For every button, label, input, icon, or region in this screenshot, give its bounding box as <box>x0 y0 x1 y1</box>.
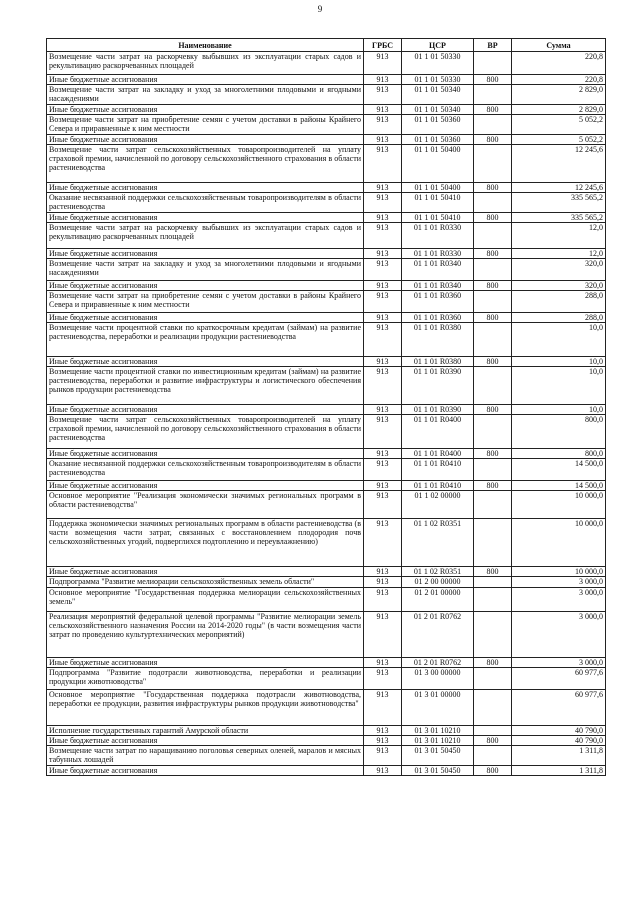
row-sum-cell: 10,0 <box>512 357 606 367</box>
row-name-cell: Основное мероприятие "Государственная поддержка мелиорации сельскохозяйственных земель" <box>47 588 364 612</box>
row-name-cell: Иные бюджетные ассигнования <box>47 766 364 776</box>
row-csr-cell: 01 1 01 50410 <box>402 193 474 213</box>
table-row <box>47 357 606 367</box>
table-row <box>47 52 606 75</box>
row-csr-cell: 01 3 01 10210 <box>402 736 474 746</box>
row-csr-cell: 01 3 00 00000 <box>402 668 474 690</box>
table-row <box>47 183 606 193</box>
row-sum-cell: 3 000,0 <box>512 588 606 612</box>
table-row <box>47 658 606 668</box>
row-vr-cell: 800 <box>474 405 512 415</box>
row-vr-cell: 800 <box>474 249 512 259</box>
row-grbs-cell: 913 <box>364 519 402 567</box>
row-sum-cell: 220,8 <box>512 75 606 85</box>
row-vr-cell <box>474 746 512 766</box>
row-sum-cell: 40 790,0 <box>512 736 606 746</box>
row-vr-cell <box>474 291 512 313</box>
row-vr-cell: 800 <box>474 105 512 115</box>
row-csr-cell: 01 1 01 R0400 <box>402 415 474 449</box>
row-name-cell: Иные бюджетные ассигнования <box>47 183 364 193</box>
row-vr-cell <box>474 259 512 281</box>
table-row <box>47 726 606 736</box>
row-csr-cell: 01 1 01 R0330 <box>402 249 474 259</box>
row-name-cell: Возмещение части процентной ставки по инвестиционным кредитам (займам) на развитие растениеводства, переработки и развитие инфраструктуры и логистического обеспечения рынков продукции растениеводства <box>47 367 364 405</box>
row-grbs-cell: 913 <box>364 193 402 213</box>
table-row <box>47 746 606 766</box>
row-vr-cell <box>474 577 512 588</box>
row-vr-cell <box>474 491 512 519</box>
row-grbs-cell: 913 <box>364 415 402 449</box>
row-csr-cell: 01 2 01 R0762 <box>402 612 474 658</box>
row-csr-cell: 01 1 01 50340 <box>402 105 474 115</box>
row-csr-cell: 01 2 01 00000 <box>402 588 474 612</box>
table-row <box>47 145 606 183</box>
row-name-cell: Иные бюджетные ассигнования <box>47 736 364 746</box>
table-row <box>47 736 606 746</box>
row-sum-cell: 288,0 <box>512 313 606 323</box>
row-grbs-cell: 913 <box>364 449 402 459</box>
row-vr-cell <box>474 459 512 481</box>
row-sum-cell: 10,0 <box>512 367 606 405</box>
row-grbs-cell: 913 <box>364 567 402 577</box>
table-row <box>47 105 606 115</box>
row-grbs-cell: 913 <box>364 115 402 135</box>
row-grbs-cell: 913 <box>364 746 402 766</box>
table-row <box>47 405 606 415</box>
row-sum-cell: 5 052,2 <box>512 115 606 135</box>
row-csr-cell: 01 1 01 50360 <box>402 135 474 145</box>
table-row <box>47 449 606 459</box>
row-sum-cell: 14 500,0 <box>512 481 606 491</box>
row-grbs-cell: 913 <box>364 105 402 115</box>
row-name-cell: Подпрограмма "Развитие мелиорации сельскохозяйственных земель области" <box>47 577 364 588</box>
row-sum-cell: 3 000,0 <box>512 658 606 668</box>
row-name-cell: Возмещение части затрат на раскорчевку выбывших из эксплуатации старых садов и рекультивацию раскорчеванных площадей <box>47 223 364 249</box>
table-row <box>47 259 606 281</box>
row-vr-cell: 800 <box>474 567 512 577</box>
row-grbs-cell: 913 <box>364 281 402 291</box>
table-row <box>47 519 606 567</box>
row-csr-cell: 01 1 02 00000 <box>402 491 474 519</box>
table-row <box>47 223 606 249</box>
row-vr-cell <box>474 323 512 357</box>
table-row <box>47 481 606 491</box>
row-sum-cell: 800,0 <box>512 449 606 459</box>
row-csr-cell: 01 1 01 R0340 <box>402 281 474 291</box>
row-csr-cell: 01 1 01 50400 <box>402 183 474 193</box>
row-csr-cell: 01 3 01 50450 <box>402 746 474 766</box>
row-vr-cell <box>474 115 512 135</box>
table-row <box>47 249 606 259</box>
row-name-cell: Поддержка экономически значимых региональных программ в области растениеводства (в части возмещения части затрат, связанных с восстановлением плодородия почв сельскохозяйственных угодий, подверглихся подтоплению и переувлажнению) <box>47 519 364 567</box>
row-sum-cell: 10,0 <box>512 405 606 415</box>
row-name-cell: Возмещение части затрат на раскорчевку выбывших из эксплуатации старых садов и рекультивацию раскорчеванных площадей <box>47 52 364 75</box>
row-name-cell: Оказание несвязанной поддержки сельскохозяйственным товаропроизводителям в области растениеводства <box>47 193 364 213</box>
row-name-cell: Возмещение части затрат на приобретение семян с учетом доставки в районы Крайнего Севера и приравненные к ним местности <box>47 115 364 135</box>
row-grbs-cell: 913 <box>364 323 402 357</box>
table-row <box>47 690 606 726</box>
row-grbs-cell: 913 <box>364 736 402 746</box>
row-sum-cell: 2 829,0 <box>512 85 606 105</box>
row-sum-cell: 60 977,6 <box>512 668 606 690</box>
row-csr-cell: 01 1 01 50410 <box>402 213 474 223</box>
row-name-cell: Иные бюджетные ассигнования <box>47 313 364 323</box>
row-csr-cell: 01 1 01 R0380 <box>402 323 474 357</box>
table-row <box>47 135 606 145</box>
row-vr-cell: 800 <box>474 766 512 776</box>
row-csr-cell: 01 1 01 50330 <box>402 75 474 85</box>
row-grbs-cell: 913 <box>364 213 402 223</box>
row-vr-cell <box>474 726 512 736</box>
row-vr-cell <box>474 223 512 249</box>
row-csr-cell: 01 1 01 R0360 <box>402 313 474 323</box>
row-name-cell: Возмещение части затрат на приобретение семян с учетом доставки в районы Крайнего Севера и приравненные к ним местности <box>47 291 364 313</box>
row-sum-cell: 800,0 <box>512 415 606 449</box>
row-csr-cell: 01 3 01 10210 <box>402 726 474 736</box>
row-vr-cell: 800 <box>474 658 512 668</box>
row-grbs-cell: 913 <box>364 577 402 588</box>
row-csr-cell: 01 1 01 50340 <box>402 85 474 105</box>
row-name-cell: Основное мероприятие "Реализация экономически значимых региональных программ в области растениеводства" <box>47 491 364 519</box>
row-csr-cell: 01 1 01 R0360 <box>402 291 474 313</box>
row-vr-cell: 800 <box>474 183 512 193</box>
row-csr-cell: 01 1 01 50360 <box>402 115 474 135</box>
table-header-row <box>47 39 606 52</box>
row-sum-cell: 12 245,6 <box>512 145 606 183</box>
row-name-cell: Иные бюджетные ассигнования <box>47 213 364 223</box>
table-row <box>47 491 606 519</box>
row-name-cell: Исполнение государственных гарантий Амурской области <box>47 726 364 736</box>
row-vr-cell: 800 <box>474 75 512 85</box>
row-vr-cell: 800 <box>474 135 512 145</box>
table-row <box>47 612 606 658</box>
row-grbs-cell: 913 <box>364 75 402 85</box>
row-vr-cell: 800 <box>474 357 512 367</box>
row-grbs-cell: 913 <box>364 249 402 259</box>
row-name-cell: Основное мероприятие "Государственная поддержка подотрасли животноводства, переработки ее продукции, развития инфраструктуры рынков продукции животноводства" <box>47 690 364 726</box>
row-csr-cell: 01 1 01 R0340 <box>402 259 474 281</box>
row-grbs-cell: 913 <box>364 367 402 405</box>
row-grbs-cell: 913 <box>364 223 402 249</box>
row-vr-cell <box>474 690 512 726</box>
row-sum-cell: 3 000,0 <box>512 577 606 588</box>
table-row <box>47 415 606 449</box>
row-name-cell: Иные бюджетные ассигнования <box>47 105 364 115</box>
row-name-cell: Возмещение части затрат сельскохозяйственных товаропроизводителей на уплату страховой премии, начисленной по договору сельскохозяйственного страхования в области растениеводства <box>47 145 364 183</box>
row-name-cell: Иные бюджетные ассигнования <box>47 357 364 367</box>
row-sum-cell: 5 052,2 <box>512 135 606 145</box>
row-vr-cell <box>474 415 512 449</box>
row-sum-cell: 10,0 <box>512 323 606 357</box>
row-sum-cell: 12,0 <box>512 223 606 249</box>
header-name: Наименование <box>47 39 364 52</box>
row-sum-cell: 12,0 <box>512 249 606 259</box>
row-sum-cell: 220,8 <box>512 52 606 75</box>
row-grbs-cell: 913 <box>364 491 402 519</box>
row-grbs-cell: 913 <box>364 459 402 481</box>
row-sum-cell: 10 000,0 <box>512 567 606 577</box>
row-vr-cell <box>474 588 512 612</box>
row-vr-cell <box>474 612 512 658</box>
row-name-cell: Иные бюджетные ассигнования <box>47 567 364 577</box>
row-name-cell: Иные бюджетные ассигнования <box>47 281 364 291</box>
page-number: 9 <box>317 4 323 14</box>
row-csr-cell: 01 3 01 00000 <box>402 690 474 726</box>
table-row <box>47 459 606 481</box>
row-grbs-cell: 913 <box>364 588 402 612</box>
row-grbs-cell: 913 <box>364 766 402 776</box>
row-sum-cell: 60 977,6 <box>512 690 606 726</box>
header-sum: Сумма <box>512 39 606 52</box>
row-grbs-cell: 913 <box>364 668 402 690</box>
row-name-cell: Возмещение части затрат на закладку и уход за многолетними плодовыми и ягодными насаждениями <box>47 85 364 105</box>
row-vr-cell <box>474 668 512 690</box>
row-vr-cell: 800 <box>474 481 512 491</box>
table-row <box>47 281 606 291</box>
row-csr-cell: 01 1 01 50330 <box>402 52 474 75</box>
row-csr-cell: 01 1 01 R0390 <box>402 367 474 405</box>
row-sum-cell: 2 829,0 <box>512 105 606 115</box>
row-grbs-cell: 913 <box>364 291 402 313</box>
table-row <box>47 115 606 135</box>
row-name-cell: Иные бюджетные ассигнования <box>47 658 364 668</box>
row-grbs-cell: 913 <box>364 259 402 281</box>
row-name-cell: Оказание несвязанной поддержки сельскохозяйственным товаропроизводителям в области растениеводства <box>47 459 364 481</box>
header-grbs: ГРБС <box>364 39 402 52</box>
row-grbs-cell: 913 <box>364 357 402 367</box>
row-sum-cell: 1 311,8 <box>512 746 606 766</box>
row-csr-cell: 01 1 01 50400 <box>402 145 474 183</box>
table-row <box>47 367 606 405</box>
row-sum-cell: 14 500,0 <box>512 459 606 481</box>
row-sum-cell: 335 565,2 <box>512 193 606 213</box>
row-csr-cell: 01 1 02 R0351 <box>402 519 474 567</box>
row-name-cell: Реализация мероприятий федеральной целевой программы "Развитие мелиорации земель сельскохозяйственного назначения России на 2014-2020 годы" (в части возмещения части затрат по проведению культуртехнических мероприятий) <box>47 612 364 658</box>
row-csr-cell: 01 2 00 00000 <box>402 577 474 588</box>
table-body <box>47 52 606 776</box>
row-grbs-cell: 913 <box>364 405 402 415</box>
row-name-cell: Возмещение части затрат сельскохозяйственных товаропроизводителей на уплату страховой премии, начисленной по договору сельскохозяйственного страхования в области растениеводства <box>47 415 364 449</box>
row-vr-cell <box>474 193 512 213</box>
row-vr-cell <box>474 519 512 567</box>
row-vr-cell <box>474 367 512 405</box>
row-sum-cell: 288,0 <box>512 291 606 313</box>
row-sum-cell: 12 245,6 <box>512 183 606 193</box>
row-csr-cell: 01 1 02 R0351 <box>402 567 474 577</box>
row-vr-cell: 800 <box>474 449 512 459</box>
row-name-cell: Иные бюджетные ассигнования <box>47 449 364 459</box>
table-row <box>47 766 606 776</box>
table-row <box>47 668 606 690</box>
row-csr-cell: 01 1 01 R0410 <box>402 459 474 481</box>
row-name-cell: Возмещение части затрат на закладку и уход за многолетними плодовыми и ягодными насаждениями <box>47 259 364 281</box>
row-vr-cell: 800 <box>474 313 512 323</box>
row-name-cell: Иные бюджетные ассигнования <box>47 75 364 85</box>
table-row <box>47 577 606 588</box>
row-csr-cell: 01 1 01 R0330 <box>402 223 474 249</box>
row-grbs-cell: 913 <box>364 726 402 736</box>
row-sum-cell: 10 000,0 <box>512 491 606 519</box>
row-sum-cell: 1 311,8 <box>512 766 606 776</box>
row-grbs-cell: 913 <box>364 135 402 145</box>
row-grbs-cell: 913 <box>364 183 402 193</box>
table-row <box>47 75 606 85</box>
row-name-cell: Иные бюджетные ассигнования <box>47 481 364 491</box>
row-grbs-cell: 913 <box>364 690 402 726</box>
row-name-cell: Иные бюджетные ассигнования <box>47 249 364 259</box>
row-csr-cell: 01 1 01 R0380 <box>402 357 474 367</box>
row-sum-cell: 40 790,0 <box>512 726 606 736</box>
header-vr: ВР <box>474 39 512 52</box>
row-csr-cell: 01 1 01 R0390 <box>402 405 474 415</box>
table-row <box>47 313 606 323</box>
row-name-cell: Иные бюджетные ассигнования <box>47 405 364 415</box>
row-grbs-cell: 913 <box>364 85 402 105</box>
table-row <box>47 323 606 357</box>
row-sum-cell: 335 565,2 <box>512 213 606 223</box>
row-grbs-cell: 913 <box>364 145 402 183</box>
row-csr-cell: 01 3 01 50450 <box>402 766 474 776</box>
table-row <box>47 567 606 577</box>
row-name-cell: Иные бюджетные ассигнования <box>47 135 364 145</box>
row-sum-cell: 10 000,0 <box>512 519 606 567</box>
row-csr-cell: 01 1 01 R0410 <box>402 481 474 491</box>
row-name-cell: Подпрограмма "Развитие подотрасли животноводства, переработки и реализации продукции животноводства" <box>47 668 364 690</box>
row-sum-cell: 3 000,0 <box>512 612 606 658</box>
table-row <box>47 85 606 105</box>
row-grbs-cell: 913 <box>364 52 402 75</box>
row-name-cell: Возмещение части затрат по наращиванию поголовья северных оленей, маралов и мясных табунных лошадей <box>47 746 364 766</box>
budget-table <box>46 38 606 776</box>
row-vr-cell: 800 <box>474 281 512 291</box>
table-row <box>47 213 606 223</box>
row-name-cell: Возмещение части процентной ставки по краткосрочным кредитам (займам) на развитие растениеводства, переработки и реализации продукции растениеводства <box>47 323 364 357</box>
header-csr: ЦСР <box>402 39 474 52</box>
table-row <box>47 588 606 612</box>
row-vr-cell <box>474 145 512 183</box>
row-csr-cell: 01 1 01 R0400 <box>402 449 474 459</box>
row-grbs-cell: 913 <box>364 481 402 491</box>
table-row <box>47 193 606 213</box>
row-vr-cell: 800 <box>474 213 512 223</box>
row-grbs-cell: 913 <box>364 612 402 658</box>
row-grbs-cell: 913 <box>364 658 402 668</box>
row-sum-cell: 320,0 <box>512 259 606 281</box>
table-row <box>47 291 606 313</box>
row-sum-cell: 320,0 <box>512 281 606 291</box>
row-vr-cell <box>474 85 512 105</box>
row-csr-cell: 01 2 01 R0762 <box>402 658 474 668</box>
row-grbs-cell: 913 <box>364 313 402 323</box>
row-vr-cell: 800 <box>474 736 512 746</box>
row-vr-cell <box>474 52 512 75</box>
